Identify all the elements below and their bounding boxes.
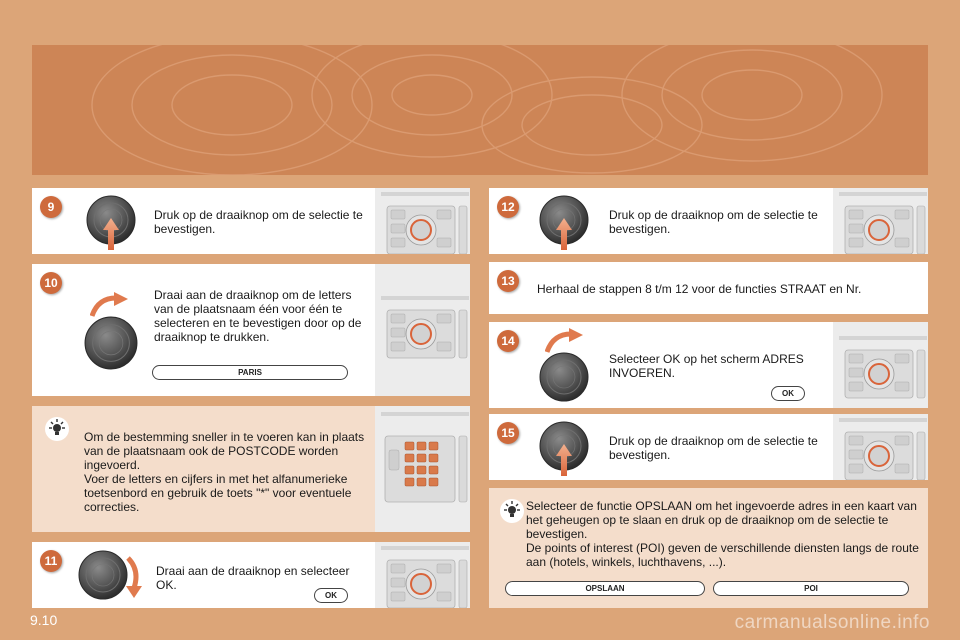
step-instruction: Draai aan de draaiknop om de letters van de plaatsnaam één voor één te selecteren en te bevestigen door op de draaiknop te drukken. (154, 288, 362, 344)
step-number-badge: 14 (497, 330, 519, 352)
lightbulb-icon (44, 416, 70, 442)
keypad-illustration (375, 406, 470, 532)
step-number-badge: 13 (497, 270, 519, 292)
step-instruction: Druk op de draaiknop om de selectie te bevestigen. (609, 434, 818, 462)
poi-button[interactable]: POI (713, 581, 909, 596)
city-name-field[interactable]: PARIS (152, 365, 348, 380)
step-number-badge: 15 (497, 422, 519, 444)
step-number-badge: 11 (40, 550, 62, 572)
ok-button[interactable]: OK (314, 588, 348, 603)
push-arrow-icon (103, 218, 119, 250)
push-arrow-icon (556, 444, 572, 476)
step-number-badge: 12 (497, 196, 519, 218)
header-banner (32, 45, 928, 175)
radio-control-illustration (833, 414, 928, 480)
tip-text: Om de bestemming sneller in te voeren kan in plaats van de plaatsnaam ook de POSTCODE worden ingevoerd. Voer de letters en cijfers in met het alfanumerieke toetsenbord en gebruik de toets "*" voor eventuele correcties. (84, 430, 365, 514)
radio-control-illustration (375, 188, 470, 254)
step-instruction: Selecteer OK op het scherm ADRES INVOEREN. (609, 352, 804, 380)
rotary-knob-icon (78, 550, 128, 600)
topographic-decoration (32, 45, 928, 175)
lightbulb-icon (499, 498, 525, 524)
step-number-badge: 10 (40, 272, 62, 294)
step-instruction: Druk op de draaiknop om de selectie te bevestigen. (154, 208, 363, 236)
step-15-panel (489, 414, 928, 480)
page-number: 9.10 (30, 612, 58, 628)
radio-control-illustration (375, 264, 470, 396)
rotate-arrow-icon (545, 328, 585, 354)
rotary-knob-icon (539, 352, 589, 402)
tip-postcode-panel (32, 406, 470, 532)
step-14-panel (489, 322, 928, 408)
watermark: carmanualsonline.info (734, 612, 930, 633)
save-button[interactable]: OPSLAAN (505, 581, 705, 596)
step-9-panel (32, 188, 470, 254)
tip-text: Selecteer de functie OPSLAAN om het ingevoerde adres in een kaart van het geheugen op te slaan en druk op de draaiknop om de selectie te bevestigen. De points of interest (POI) geven de verschillende diensten langs de route aan (hotels, winkels, luchthavens, ...). (526, 499, 919, 569)
step-10-panel (32, 264, 470, 396)
push-arrow-icon (556, 218, 572, 250)
step-instruction: Herhaal de stappen 8 t/m 12 voor de functies STRAAT en Nr. (537, 282, 862, 296)
step-13-panel (489, 262, 928, 314)
ok-button[interactable]: OK (771, 386, 805, 401)
rotate-arrow-icon (90, 292, 130, 318)
rotate-arrow-icon (124, 556, 148, 598)
radio-control-illustration (833, 188, 928, 254)
tip-save-panel (489, 488, 928, 608)
step-instruction: Druk op de draaiknop om de selectie te bevestigen. (609, 208, 818, 236)
radio-control-illustration (833, 322, 928, 408)
rotary-knob-icon (84, 316, 138, 370)
step-instruction: Draai aan de draaiknop en selecteer OK. (156, 564, 350, 592)
step-number-badge: 9 (40, 196, 62, 218)
step-12-panel (489, 188, 928, 254)
radio-control-illustration (375, 542, 470, 608)
step-11-panel (32, 542, 470, 608)
